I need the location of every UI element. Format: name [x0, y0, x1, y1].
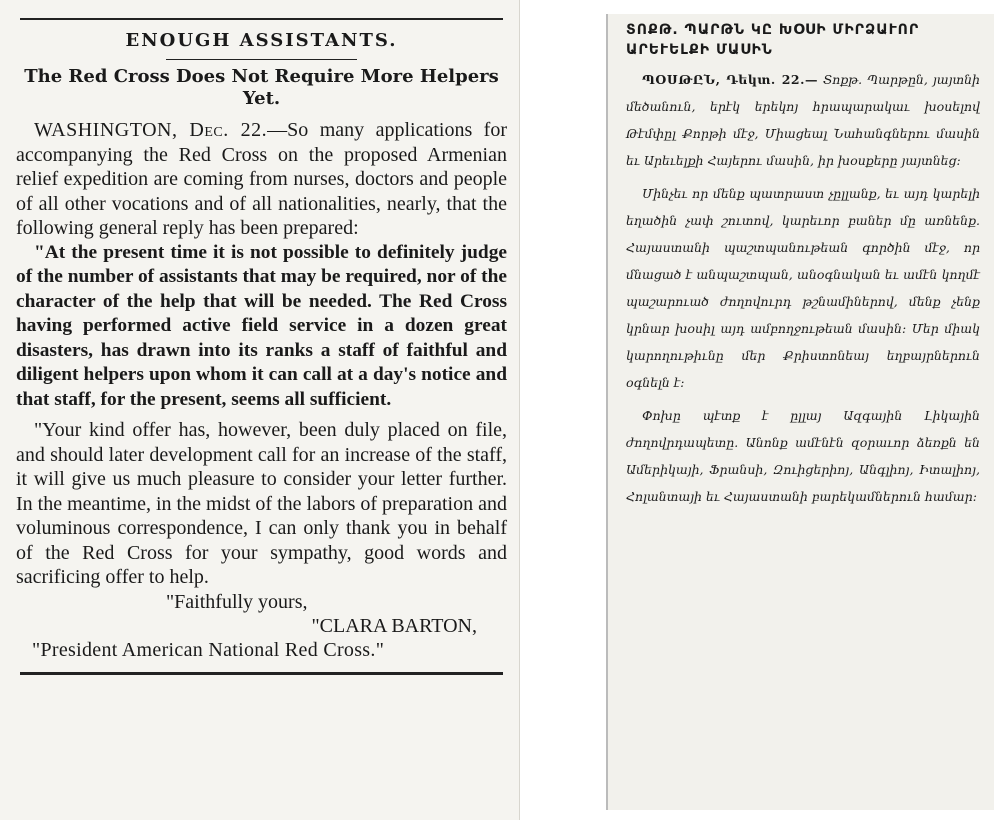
lead-text: —So many applications for accompanying the Red Cross on the proposed Armenian relief expedition are coming from nurses, doctors and people of all other vocations and of all nationalities, nearly, that the following general reply has been prepared:	[16, 119, 507, 239]
signature-title: "President American National Red Cross."	[32, 638, 385, 661]
bottom-rule	[20, 672, 503, 675]
lead-paragraph	[16, 118, 507, 241]
quote-paragraph-2: "Your kind offer has, however, been duly placed on file, and should later development call for an increase of the staff, it will give us much pleasure to consider your letter further. In the meantime, in the midst of the labors of preparation and voluminous correspondence, I can only thank you in behalf of the Red Cross for your sympathy, good words and sacrificing offer to help.	[16, 419, 507, 588]
headline-divider	[166, 59, 357, 60]
article-subheadline: The Red Cross Does Not Require More Helpers Yet.	[24, 66, 499, 109]
armenian-newspaper-clipping	[606, 14, 994, 810]
closing-line: "Faithfully yours,	[166, 590, 308, 613]
armenian-paragraph-2: Մինչեւ որ մենք պատրաստ չըլլանք, եւ այդ կարելի եղածին չափ շուտով, կարեւոր բաներ մը առնենք. Հայաստանի պաշտպանութեան գործին մէջ, որ մնացած է անպաշտպան, անօգնական եւ ամէն կողմէ պաշարուած ժողովուրդ թշնամիներով, մենք չենք կրնար խօսիլ այդ ամբողջութեան մասին: Մեր միակ կարողութիւնը մեր Քրիստոնեայ եղբայրներուն օգնելն է:	[626, 186, 980, 390]
top-rule	[20, 18, 503, 20]
dateline: WASHINGTON, Dec. 22.	[34, 119, 268, 141]
armenian-dateline: ՊՕՍԹԸՆ, Դեկտ. 22.—	[642, 72, 818, 87]
quote-paragraph-1: "At the present time it is not possible to definitely judge of the number of assistants that may be required, nor of the character of the help that will be needed. The Red Cross having performed active field service in a dozen great disasters, has drawn into its ranks a staff of faithful and diligent helpers upon whom it can call at a day's notice and that staff, for the present, seems all sufficient.	[16, 241, 507, 410]
armenian-paragraph-1-text: Տոքթ. Պարթըն, յայտնի մեծանուն, երէկ երեկոյ հրապարակաւ խօսելով Թէմփըլ Քորթի մէջ, Միացեալ Նահանգներու մասին եւ Արեւելքի Հայերու մասին, իր խօսքերը յայտնեց:	[626, 72, 980, 168]
signature-name: "CLARA BARTON,	[311, 614, 477, 637]
armenian-headline: ՏՈՔԹ. ՊԱՐԹՆ ԿԸ ԽՕՍԻ ՄԻՐՁԱՒՈՐ ԱՐԵՒԵԼՔԻ ՄԱՍԻՆ	[626, 22, 920, 58]
armenian-paragraph-1	[626, 66, 980, 174]
armenian-paragraph-3: Փոխը պէտք է ըլլայ Ազգային Լիկային ժողովրդապետը. Անոնք ամէնէն զօրաւոր ձեռքն են Ամերիկայի, Ֆրանսի, Զուիցերիոյ, Անգլիոյ, Իտալիոյ, Հոլանտայի եւ Հայաստանի բարեկամներուն համար:	[626, 408, 980, 504]
article-headline: ENOUGH ASSISTANTS.	[125, 30, 398, 51]
